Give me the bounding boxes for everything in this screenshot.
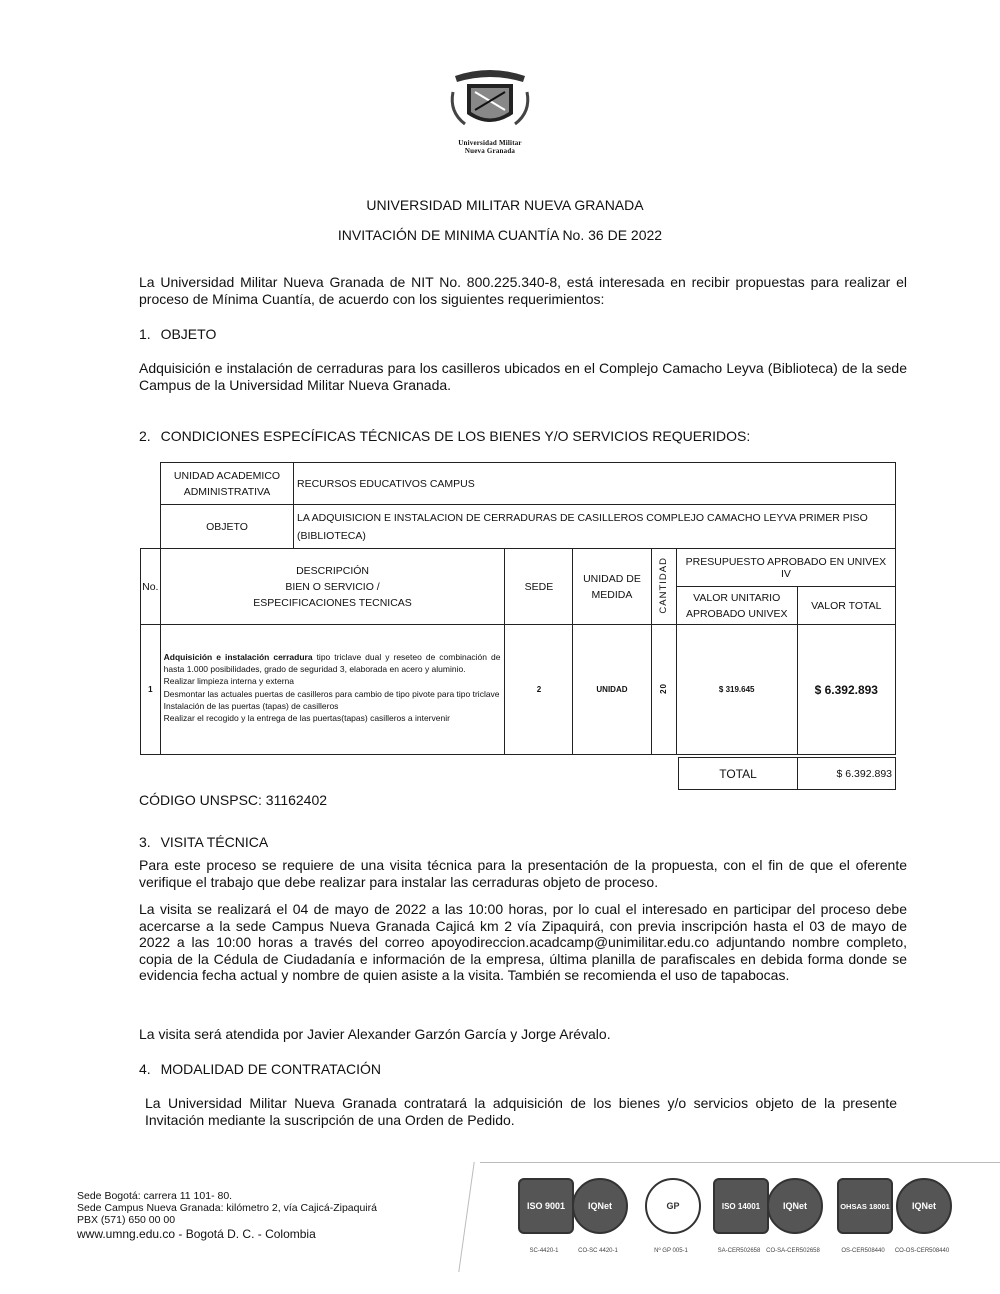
- total-label: TOTAL: [679, 758, 798, 790]
- header-desc-line-3: ESPECIFICACIONES TECNICAS: [253, 596, 412, 609]
- section-3-number: 3.: [139, 834, 151, 850]
- cert-label-3: Nº GP 005-1: [654, 1248, 688, 1254]
- section-4-title: MODALIDAD DE CONTRATACIÓN: [160, 1061, 381, 1077]
- row-desc-rest: tipo triclave dual y reseteo de combinación de hasta 1.000 posibilidades, grado de seguridad 3, elaborada en acero y aluminio.: [163, 651, 501, 675]
- section-4-text: La Universidad Militar Nueva Granada contratará la adquisición de los bienes y/o servicios objeto de la presente Invitación mediante la suscripción de una Orden de Pedido.: [145, 1095, 897, 1128]
- row-unidad: UNIDAD: [573, 625, 651, 755]
- university-logo: [447, 62, 533, 155]
- objeto-value: LA ADQUISICION E INSTALACION DE CERRADURAS DE CASILLEROS COMPLEJO CAMACHO LEYVA PRIMER PISO (BIBLIOTECA): [294, 505, 896, 549]
- footer-divider-diagonal: [458, 1162, 474, 1272]
- row-desc-line-4: Instalación de las puertas (tapas) de casilleros: [163, 700, 339, 711]
- cert-label-1: SC-4420-1: [529, 1248, 559, 1254]
- section-1-heading: [139, 326, 216, 343]
- cert-iqnet-icon: IQNet: [767, 1178, 823, 1234]
- section-3-paragraph-3: La visita será atendida por Javier Alexander Garzón García y Jorge Arévalo.: [139, 1026, 611, 1042]
- header-cantidad-text: CANTIDAD: [658, 556, 670, 614]
- cert-label-4: SA-CER502658: [717, 1248, 761, 1254]
- logo-line-1: Universidad Militar: [458, 139, 522, 147]
- header-sede: SEDE: [505, 549, 573, 625]
- footer-line-4: www.umng.edu.co - Bogotá D. C. - Colombia: [77, 1227, 316, 1241]
- section-4-heading: [139, 1061, 381, 1078]
- section-1-title: OBJETO: [160, 326, 217, 342]
- header-desc-line-2: BIEN O SERVICIO /: [285, 580, 380, 593]
- row-sede: 2: [505, 625, 573, 755]
- header-no: No.: [141, 549, 161, 625]
- row-cantidad: [651, 625, 676, 755]
- cert-iso9001-icon: ISO 9001: [518, 1178, 574, 1234]
- row-description: [160, 625, 505, 755]
- section-4-number: 4.: [139, 1061, 151, 1077]
- row-desc-line-5: Realizar el recogido y la entrega de las puertas(tapas) casilleros a intervenir: [163, 712, 450, 723]
- intro-paragraph: La Universidad Militar Nueva Granada de NIT No. 800.225.340-8, está interesada en recibir propuestas para realizar el proceso de Mínima Cuantía, de acuerdo con los siguientes requerimientos:: [139, 274, 907, 307]
- cert-iqnet-icon: IQNet: [896, 1178, 952, 1234]
- row-desc-bold: Adquisición e instalación cerradura: [163, 651, 313, 662]
- section-1-number: 1.: [139, 326, 151, 342]
- section-3-heading: [139, 834, 268, 851]
- header-description: [160, 549, 505, 625]
- section-3-paragraph-2: La visita se realizará el 04 de mayo de 2022 a las 10:00 horas, por lo cual el interesado en participar del proceso debe acercarse a la sede Campus Nueva Granada Cajicá km 2 vía Zipaquirá, con previa inscripción hasta el 03 de mayo de 2022 a las 10:00 horas a través del correo apoyodireccion.acadcamp@unimilitar.edu.co adjuntando nombre completo, copia de la Cédula de Ciudadanía e información de la empresa, última planilla de parafiscales en debida forma donde se evidencia fecha actual y nombre de quien asiste a la visita. También se recomienda el uso de tapabocas.: [139, 901, 907, 983]
- shield-icon: [447, 62, 533, 134]
- cert-ohsas-icon: OHSAS 18001: [837, 1178, 893, 1234]
- logo-line-2: Nueva Granada: [464, 147, 516, 155]
- cert-iso14001-icon: ISO 14001: [713, 1178, 769, 1234]
- unidad-label: UNIDAD ACADEMICO ADMINISTRATIVA: [161, 463, 294, 505]
- footer-line-3: PBX (571) 650 00 00: [77, 1214, 176, 1226]
- total-value: $ 6.392.893: [798, 758, 896, 790]
- cert-label-6: OS-CER508440: [841, 1248, 885, 1254]
- section-3-paragraph-1: Para este proceso se requiere de una visita técnica para la presentación de la propuesta, con el fin de que el oferente verifique el trabajo que debe realizar para instalar las cerraduras objeto de proceso.: [139, 857, 907, 890]
- objeto-label: OBJETO: [161, 505, 294, 549]
- footer-line-1: Sede Bogotá: carrera 11 101- 80.: [77, 1190, 233, 1202]
- total-table: [678, 757, 896, 790]
- row-desc-line-2: Realizar limpieza interna y externa: [163, 676, 295, 687]
- row-valor-unitario: $ 319.645: [676, 625, 797, 755]
- header-valor-total: VALOR TOTAL: [797, 587, 895, 625]
- document-title: UNIVERSIDAD MILITAR NUEVA GRANADA: [366, 197, 644, 213]
- codigo-unspsc: CÓDIGO UNSPSC: 31162402: [139, 792, 328, 808]
- cert-gp-icon: GP: [645, 1178, 701, 1234]
- header-valor-unitario: VALOR UNITARIO APROBADO UNIVEX: [676, 587, 797, 625]
- cert-iqnet-icon: IQNet: [572, 1178, 628, 1234]
- section-3-title: VISITA TÉCNICA: [160, 834, 269, 850]
- header-presupuesto: PRESUPUESTO APROBADO EN UNIVEX IV: [676, 549, 895, 587]
- conditions-header-table: [160, 462, 896, 549]
- section-2-number: 2.: [139, 428, 151, 444]
- cert-label-5: CO-SA-CER502658: [766, 1248, 820, 1254]
- row-valor-total: $ 6.392.893: [797, 625, 895, 755]
- header-cantidad: [651, 549, 676, 625]
- footer-address: [77, 1190, 377, 1240]
- document-subtitle: INVITACIÓN DE MINIMA CUANTÍA No. 36 DE 2022: [337, 227, 663, 243]
- unidad-value: RECURSOS EDUCATIVOS CAMPUS: [294, 463, 896, 505]
- row-no: 1: [141, 625, 161, 755]
- table-row: [141, 625, 896, 755]
- cert-label-2: CO-SC 4420-1: [578, 1248, 618, 1254]
- header-desc-line-1: DESCRIPCIÓN: [296, 564, 369, 577]
- footer-divider: [480, 1162, 1000, 1163]
- conditions-table: [140, 548, 896, 755]
- row-cantidad-text: 20: [659, 682, 669, 694]
- section-2-title: CONDICIONES ESPECÍFICAS TÉCNICAS DE LOS BIENES Y/O SERVICIOS REQUERIDOS:: [160, 428, 751, 444]
- section-1-text: Adquisición e instalación de cerraduras para los casilleros ubicados en el Complejo Camacho Leyva (Biblioteca) de la sede Campus de la Universidad Militar Nueva Granada.: [139, 360, 907, 393]
- section-2-heading: [139, 428, 750, 445]
- row-desc-line-3: Desmontar las actuales puertas de casilleros para cambio de tipo pivote para tipo triclave: [163, 688, 500, 699]
- header-unidad: UNIDAD DE MEDIDA: [573, 549, 651, 625]
- cert-label-7: CO-OS-CER508440: [894, 1248, 950, 1254]
- footer-line-2: Sede Campus Nueva Granada: kilómetro 2, vía Cajicá-Zipaquirá: [77, 1202, 377, 1214]
